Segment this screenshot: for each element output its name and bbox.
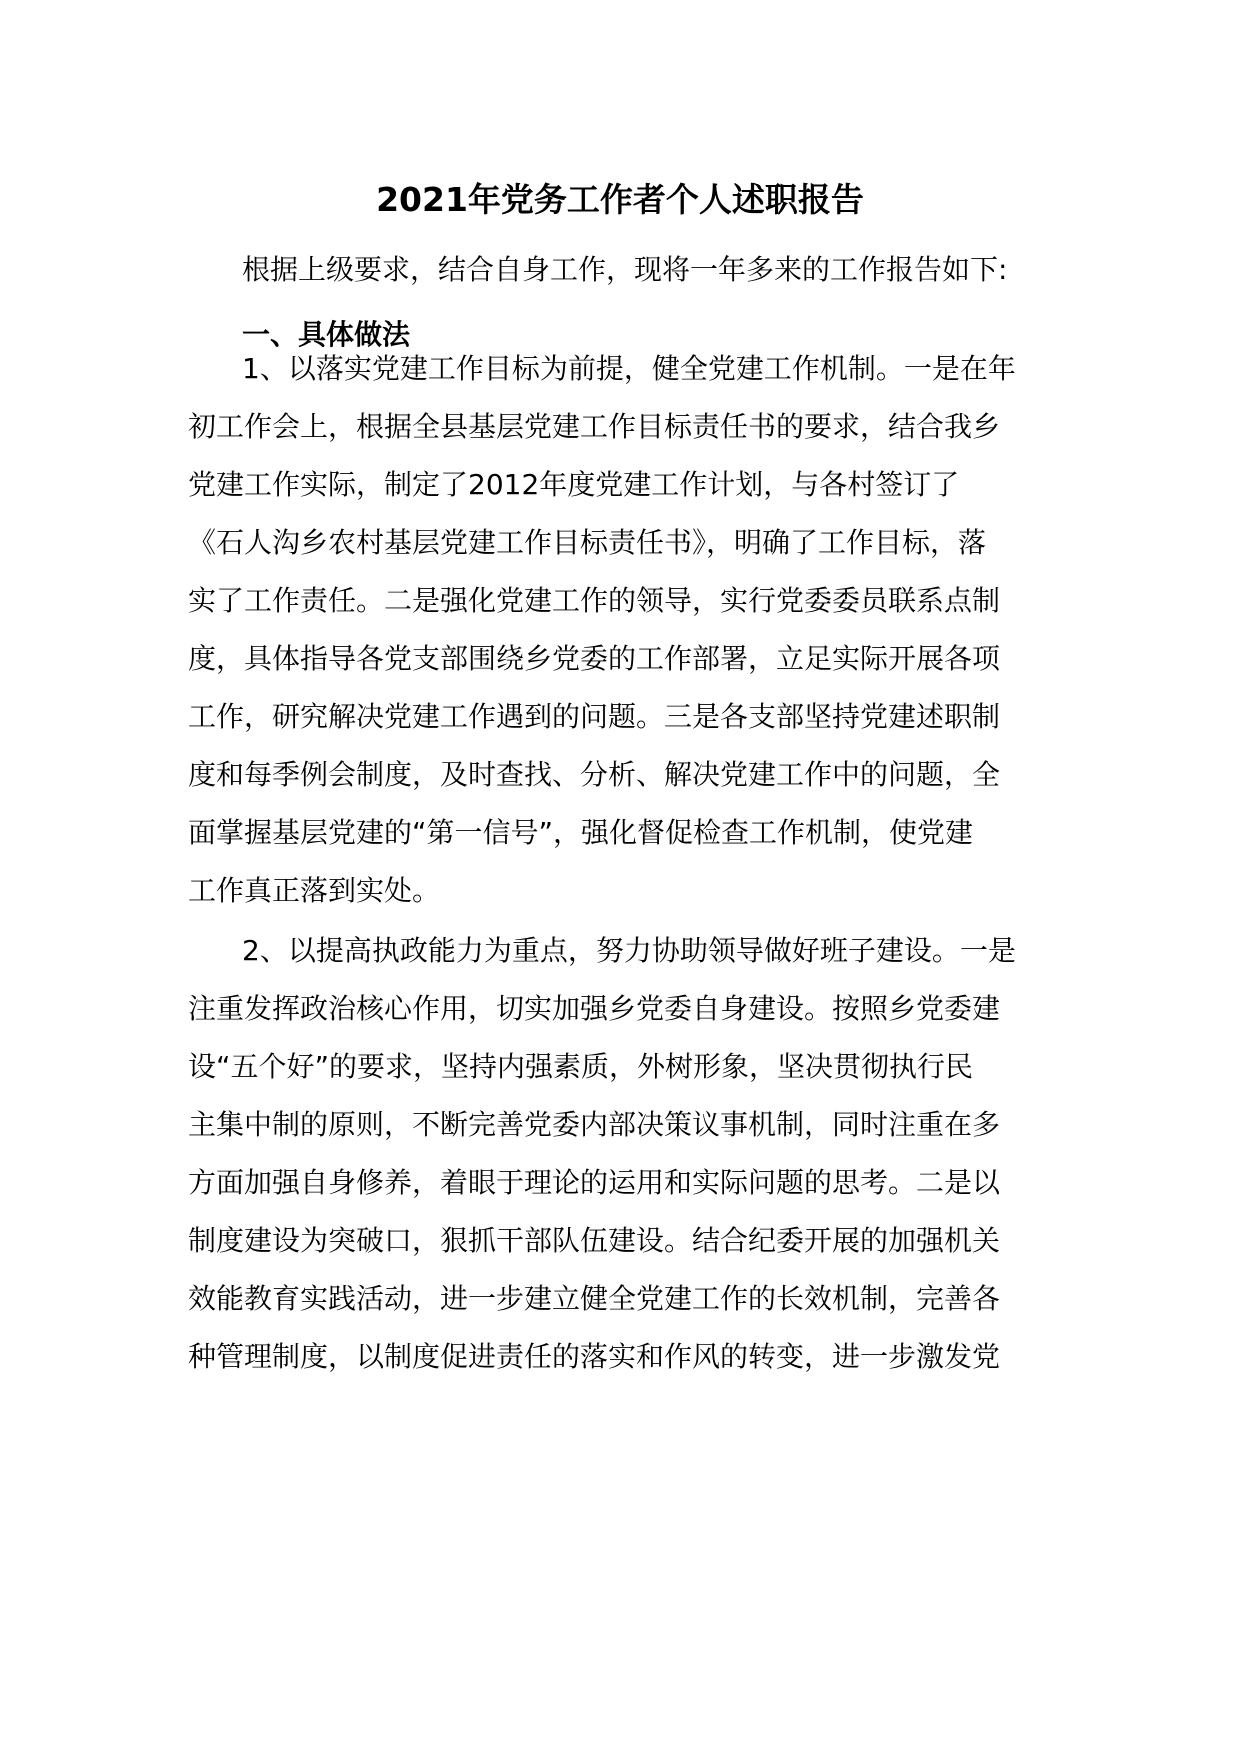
paragraph-line: 方面加强自身修养，着眼于理论的运用和实际问题的思考。二是以 bbox=[188, 1166, 1001, 1199]
paragraph-line: 党建工作实际，制定了2012年度党建工作计划，与各村签订了 bbox=[188, 468, 960, 501]
paragraph-line: 1、以落实党建工作目标为前提，健全党建工作机制。一是在年 bbox=[242, 352, 1016, 385]
paragraph-line: 《石人沟乡农村基层党建工作目标责任书》，明确了工作目标，落 bbox=[188, 526, 987, 559]
document-title: 2021年党务工作者个人述职报告 bbox=[376, 180, 864, 219]
paragraph-line: 设“五个好”的要求，坚持内强素质，外树形象，坚决贯彻执行民 bbox=[188, 1050, 974, 1083]
paragraph-line: 2、以提高执政能力为重点，努力协助领导做好班子建设。一是 bbox=[242, 934, 1016, 967]
paragraph-line: 效能教育实践活动，进一步建立健全党建工作的长效机制，完善各 bbox=[188, 1282, 1001, 1315]
paragraph-line: 主集中制的原则，不断完善党委内部决策议事机制，同时注重在多 bbox=[188, 1108, 1001, 1141]
paragraph-line: 度，具体指导各党支部围绕乡党委的工作部署，立足实际开展各项 bbox=[188, 642, 1001, 675]
paragraph-line: 初工作会上，根据全县基层党建工作目标责任书的要求，结合我乡 bbox=[188, 410, 1001, 443]
paragraph-line: 制度建设为突破口，狠抓干部队伍建设。结合纪委开展的加强机关 bbox=[188, 1224, 1001, 1257]
paragraph-line: 种管理制度，以制度促进责任的落实和作风的转变，进一步激发党 bbox=[188, 1340, 1001, 1373]
paragraph-line: 工作真正落到实处。 bbox=[188, 874, 441, 907]
paragraph-line: 工作，研究解决党建工作遇到的问题。三是各支部坚持党建述职制 bbox=[188, 700, 1001, 733]
paragraph-line: 注重发挥政治核心作用，切实加强乡党委自身建设。按照乡党委建 bbox=[188, 992, 1001, 1025]
paragraph-line: 度和每季例会制度，及时查找、分析、解决党建工作中的问题，全 bbox=[188, 758, 1001, 791]
intro-paragraph: 根据上级要求，结合自身工作，现将一年多来的工作报告如下: bbox=[242, 253, 1008, 286]
paragraph-line: 面掌握基层党建的“第一信号”，强化督促检查工作机制，使党建 bbox=[188, 816, 974, 849]
paragraph-line: 实了工作责任。二是强化党建工作的领导，实行党委委员联系点制 bbox=[188, 584, 1001, 617]
section-heading: 一、具体做法 bbox=[242, 318, 411, 351]
